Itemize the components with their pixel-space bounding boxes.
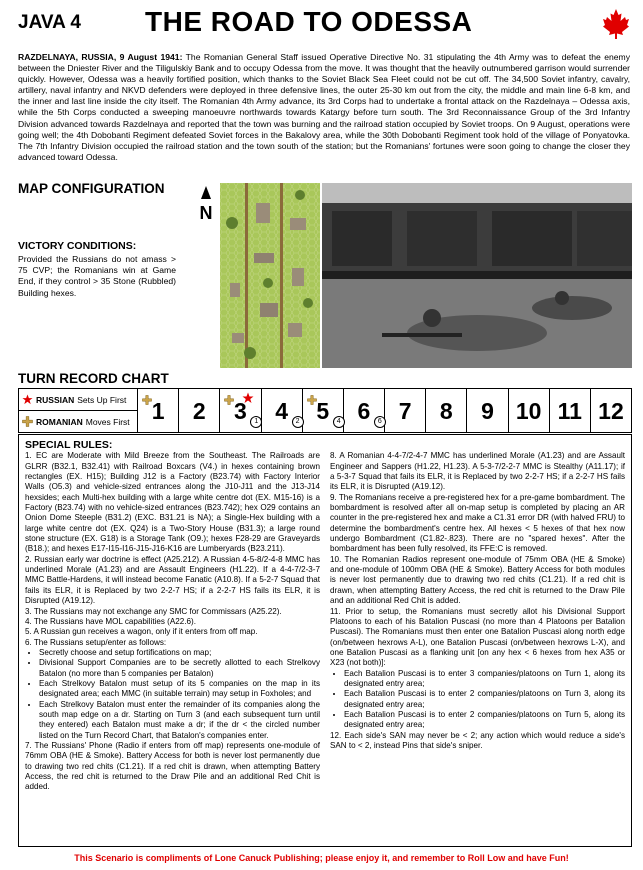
turn-number: 2	[192, 398, 206, 424]
rules-column-right	[330, 451, 625, 792]
side-order-box	[19, 389, 138, 432]
rule-6-list	[25, 648, 320, 741]
russian-text: Sets Up First	[77, 394, 127, 405]
turn-cell	[550, 389, 591, 432]
turn-number: 3	[234, 398, 247, 424]
red-star-icon	[22, 394, 33, 405]
rule-9: 9. The Romanians receive a pre-registered hex for a pre-game bombardment. The bombardment is resolved after all on-map setup is completed by placing an AR counter in the pre-registered hex and make a C1.31 error DR (with halved FRU) to determine the bombardment's centre hex. All hexes < 5 hexes of that hex now undergo Bombardment (C1.82-.823). There are no "spared hexes". After the bombardment has been fully resolved, its FFE:C is removed.	[330, 492, 625, 554]
rule-2: 2. Russian early war doctrine is effect (A25.212). A Russian 4-5-8/2-4-8 MMC has underlined Morale (A1.23) and are Assault Engineers (H1.22). If a 4-4-7/2-3-7 MMC Battle-Hardens, it will instead become Fanatic (A10.8). If a 5-2-7 Squad that fails its ELR, it is Replaced by two 2-2-7 HS; if a 2-2-7 HS fails its ELR, it is Disrupted (A19.12).	[25, 554, 320, 606]
turn-number: 1	[151, 398, 165, 424]
turn-cell	[591, 389, 631, 432]
rule-10: 10. The Romanian Radios represent one-module of 75mm OBA (HE & Smoke) and one-module of 100mm OBA (HE & Smoke). Battery Access for both modules is never lost permanently due to drawing two red chits (C1.21). If a red chit is drawn, when attempting Battery Access, the red chit is returned to the Draw Pile and an additional Red Chit is added.	[330, 554, 625, 606]
russian-name: RUSSIAN	[36, 394, 75, 405]
rule-6: 6. The Russians setup/enter as follows:	[25, 637, 167, 647]
entry-dr-circle: 4	[333, 416, 345, 428]
turn-cells	[138, 389, 631, 432]
intro-text: The Romanian General Staff issued Operative Directive No. 31 stipulating the 4th Army was to defeat the enemy between the Dniester River and the Tiligulskiy Bank and to occupy Odessa from the move. It was thought that the heavily outnumbered garrison would surrender quickly. However, Odessa was a heavily fortified position, which thanks to the Soviet Black Sea Fleet could not be cut off. The 34,500 Soviet infantry, cavalry, artillery, naval infantry and NKVD defenders were deployed in three defensive lines, the outer 25-30 km out from the city, the middle and main line 6-8 km, and the inner and last line inside the city itself. The Romanian 4th Army advance, its 3rd Corps had to undertake a frontal attack on the Razdelnaya – Odessa axis, while the 5th Corps conducted a sweeping manoeuvre northwards towards Katargy before turn south. The 3rd Reconnaissance Group of the 3rd Infantry Division advanced towards Razdelnaya and reported that the town was burning and the railroad station occupied by Soviet troops. On 9 August, operations were going well; the 4th Dobobanti Regiment defeated Soviet forces in the Bakalovy area, while the 30th Dobobanti Regiment took hold of the village of Ponyatovka. The 7th Infantry Division occupied the railroad station and the town south of the station; but the Romanians' fortunes were soon going to change the closer they advanced toward Odessa.	[18, 52, 631, 162]
rule-8: 8. A Romanian 4-4-7/2-4-7 MMC has underlined Morale (A1.23) and are Assault Engineer and Sappers (H1.22, H1.23). A 5-3-7/2-2-7 MMC is Stealthy (A11.17); if a 5-3-7 Squad that fails its ELR, it is Replaced by two 2-2-7 HS; if a 2-2-7 HS fails its ELR, it is Disrupted (A19.12).	[330, 451, 625, 492]
special-rules-heading: SPECIAL RULES:	[25, 439, 113, 451]
russian-row	[19, 389, 137, 410]
turn-number: 7	[398, 398, 412, 424]
rule-6-item: • Each Strelkovy Batalon must setup of its 5 companies on the map in its designated area; each MMC (in suitable terrain) may setup in Foxholes; and	[39, 679, 320, 700]
rule-6-item: • Each Strelkovy Batalon must enter the remainder of its companies along the south map edge on a dr. Starting on Turn 3 (and each subsequent turn until they entered) each Batalon must make a dr; if the dr < the circled number listed on the Turn Record Chart, that Batalon's companies enter.	[39, 700, 320, 741]
north-label: N	[199, 203, 213, 222]
romanian-text: Moves First	[85, 416, 130, 427]
rule-11-item: • Each Batalion Puscasi is to enter 2 companies/platoons on Turn 3, along its designated entry area;	[344, 689, 625, 710]
turn-cell	[426, 389, 467, 432]
historical-photo	[322, 183, 632, 368]
rule-1: 1. EC are Moderate with Mild Breeze from the Southeast. The Railroads are GLRR (B32.1, B32.41) with Railroad Boxcars (V4.) in hexes containing brown rectangles (EX. H15); Building J12 is a Factory (B23.74) with Factory Interior Walls (O5.3) and vehicle-sized entrances along the J10-J11 and the J13-J14 hexsides; each Multi-hex building with a large white centre dot (EX. M15-16) is a Factory (B23.74) with no vehicle-sized entrances (B23.742); hex O29 contains an Onion Dome Steeple (B31.2) (EXC. B31.21 is NA); a Single-Hex building with a large white centre dot (EX. Q24) is a Two-Story House (B31.3); a large round stone structure (EX. G18) is a Storage Tank (O9.); hexes F28-29 are Graveyards (B18.); and hexes E17-I15-I16-J15-J16-K16 are Lumberyards (B23.211).	[25, 451, 320, 554]
rule-5: 5. A Russian gun receives a wagon, only if it enters from off map.	[25, 627, 258, 637]
balkenkreuz-icon	[22, 416, 33, 427]
rule-12: 12. Each side's SAN may never be < 2; any action which would reduce a side's SAN to < 2, instead Pins that side's sniper.	[330, 730, 625, 750]
rule-7: 7. The Russians' Phone (Radio if enters from off map) represents one-module of 76mm OBA (HE & Smoke). Battery Access for both is never lost permanently due to drawing two red chits (C1.21). If a red chit is drawn, when attempting Battery Access, the red chit is returned to the Draw Pile and an additional Red Chit is added.	[25, 740, 320, 792]
victory-conditions-text: Provided the Russians do not amass > 75 CVP; the Romanians win at Game End, if they control > 35 Stone (Rubbled) Building hexes.	[18, 254, 176, 298]
turn-number: 5	[316, 398, 330, 424]
rule-4: 4. The Russians have MOL capabilities (A22.6).	[25, 616, 196, 626]
rule-3: 3. The Russians may not exchange any SMC for Commissars (A25.22).	[25, 606, 282, 616]
footer-credit: This Scenario is compliments of Lone Canuck Publishing; please enjoy it, and remember to Roll Low and have Fun!	[74, 853, 569, 863]
turn-number: 4	[275, 398, 288, 424]
turn-cell	[344, 389, 385, 432]
victory-conditions-heading: VICTORY CONDITIONS:	[18, 240, 137, 252]
turn-number: 12	[598, 398, 624, 424]
special-rules-box	[18, 434, 632, 847]
scenario-code: JAVA 4	[18, 12, 82, 33]
turn-cell	[179, 389, 220, 432]
map-configuration-heading: MAP CONFIGURATION	[18, 181, 165, 196]
turn-number: 6	[357, 398, 371, 424]
turn-record-chart	[18, 388, 632, 433]
maple-leaf-icon	[602, 8, 630, 40]
turn-number: 10	[515, 398, 542, 424]
turn-number: 11	[557, 398, 582, 424]
romanian-row	[19, 410, 137, 432]
turn-cell	[138, 389, 179, 432]
turn-number: 9	[481, 398, 494, 424]
rule-6-item: • Divisional Support Companies are to be secretly allotted to each Strelkovy Batalon (no more than 5 companies per Batalon)	[39, 658, 320, 679]
turn-cell	[467, 389, 508, 432]
turn-cell	[220, 389, 261, 432]
entry-dr-circle: 6	[374, 416, 386, 428]
entry-dr-circle: 1	[250, 416, 262, 428]
intro-lead: RAZDELNAYA, RUSSIA, 9 August 1941:	[18, 52, 183, 62]
rule-11: 11. Prior to setup, the Romanians must secretly allot his Divisional Support Platoons to each of his Batalion Puscasi (no more than 4 Platoons per Batalion Puscasi). The Romanians must then enter one Batalion Puscasi along north edge (on/between hexrows A-L), one Batalion Puscasi (on/between hexrows L-X), and one Batalion Puscasi as a flanking unit [on any hex < 6 hexes from hex A35 or X23 (not both)]:	[330, 606, 625, 668]
rule-11-list	[330, 669, 625, 731]
romanian-name: ROMANIAN	[36, 416, 83, 427]
turn-cell	[262, 389, 303, 432]
north-arrow-icon	[198, 186, 214, 222]
rules-column-left	[25, 451, 320, 792]
turn-cell	[385, 389, 426, 432]
scenario-title: THE ROAD TO ODESSA	[145, 6, 473, 37]
entry-dr-circle: 2	[292, 416, 304, 428]
map-board-image	[220, 183, 320, 368]
rule-11-item: • Each Batalion Puscasi is to enter 3 companies/platoons on Turn 1, along its designated entry area;	[344, 669, 625, 690]
rule-11-item: • Each Batalion Puscasi is to enter 2 companies/platoons on Turn 5, along its designated entry area;	[344, 710, 625, 731]
turn-record-chart-heading: TURN RECORD CHART	[18, 371, 169, 386]
historical-intro	[18, 52, 630, 163]
turn-number: 8	[439, 398, 453, 424]
turn-cell	[303, 389, 344, 432]
rule-6-item: • Secretly choose and setup fortifications on map;	[39, 648, 320, 658]
turn-cell	[509, 389, 550, 432]
